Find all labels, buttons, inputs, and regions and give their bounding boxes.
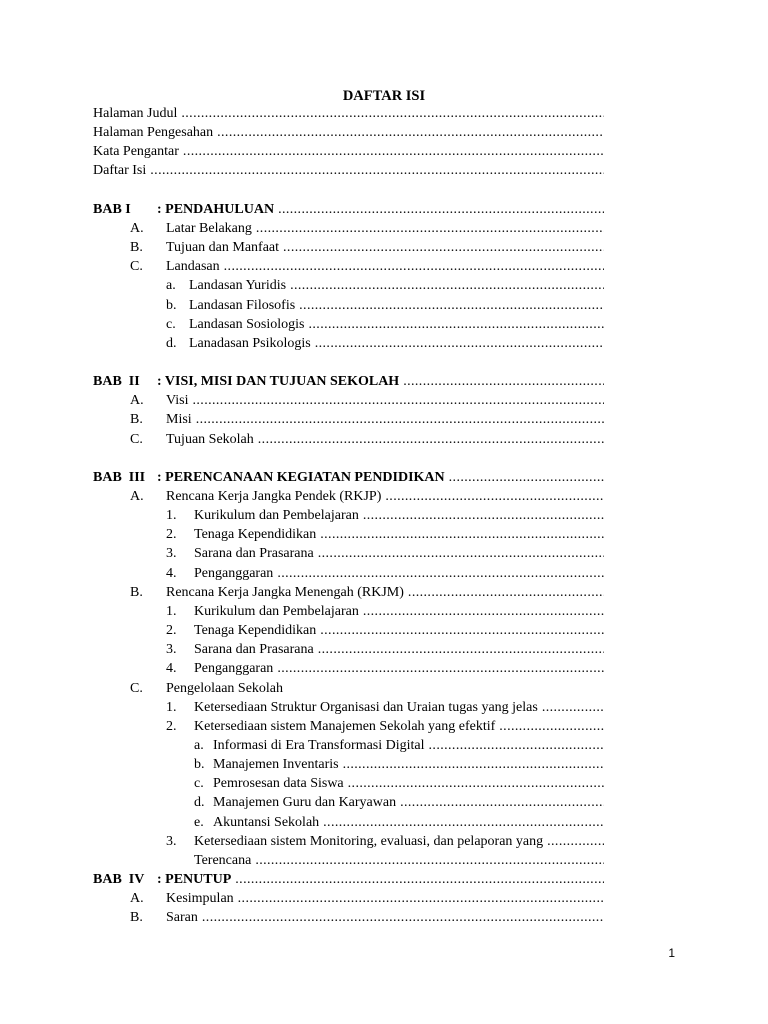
dot-leader (499, 717, 604, 736)
dot-leader (258, 430, 604, 449)
toc-entry-marker: 4. (166, 661, 177, 677)
toc-entry-label: Penganggaran (194, 661, 274, 677)
dot-leader (299, 296, 604, 315)
toc-entry-label: Tujuan Sekolah (166, 431, 254, 447)
toc-entry-label: Latar Belakang (166, 220, 252, 236)
toc-entry-row (166, 621, 604, 640)
dot-leader (238, 889, 604, 908)
toc-entry-marker: BAB I (93, 201, 131, 217)
toc-entry-marker: d. (194, 795, 205, 811)
dot-leader (400, 793, 604, 812)
toc-entry-row (93, 161, 604, 180)
toc-entry-label: Landasan Sosiologis (189, 316, 305, 332)
toc-entry-label: Rencana Kerja Jangka Menengah (RKJM) (166, 584, 404, 600)
toc-title-text: DAFTAR ISI (342, 88, 426, 104)
toc-entry-label: Kesimpulan (166, 891, 234, 907)
toc-entry-marker: B. (130, 240, 143, 256)
dot-leader (181, 104, 604, 123)
dot-leader (348, 774, 604, 793)
dot-leader (429, 736, 604, 755)
dot-leader (278, 200, 604, 219)
toc-entry-row (194, 793, 604, 812)
toc-entry-label: Kurikulum dan Pembelajaran (194, 508, 359, 524)
toc-chapter-row (93, 372, 604, 391)
toc-entry-row (166, 602, 604, 621)
toc-entry-label: Informasi di Era Transformasi Digital (213, 737, 425, 753)
toc-entry-label: Rencana Kerja Jangka Pendek (RKJP) (166, 489, 382, 504)
dot-leader (235, 870, 604, 889)
toc-entry-marker: b. (194, 757, 205, 773)
toc-entry-label: Pengelolaan Sekolah (166, 680, 284, 696)
dot-leader (202, 908, 604, 927)
dot-leader (256, 219, 604, 238)
toc-entry-row (166, 315, 604, 334)
toc-entry-label: Sarana dan Prasarana (194, 546, 314, 562)
dot-leader (183, 142, 604, 161)
toc-entry-marker: BAB IV (93, 872, 145, 887)
toc-entry-label: : PENUTUP (157, 872, 232, 887)
toc-entry-marker: A. (130, 489, 144, 504)
toc-entry-label: : PERENCANAAN KEGIATAN PENDIDIKAN (157, 469, 445, 485)
toc-entry-row (130, 238, 604, 257)
toc-entry-marker: B. (130, 412, 143, 428)
toc-entry-marker: 2. (166, 623, 177, 639)
toc-entry-marker: BAB II (93, 374, 140, 390)
dot-leader (408, 583, 604, 602)
toc-entry-marker: B. (130, 910, 143, 926)
toc-chapter-row (93, 200, 604, 219)
dot-leader (193, 391, 605, 410)
toc-entry-marker: A. (130, 891, 144, 907)
toc-entry-row (130, 908, 604, 927)
toc-entry-marker: 3. (166, 833, 177, 849)
toc-entry-row (166, 659, 604, 678)
toc-entry-label: Ketersediaan sistem Manajemen Sekolah yang efektif (194, 718, 496, 734)
dot-leader (224, 257, 604, 276)
dot-leader (385, 487, 604, 506)
toc-entry-marker: 1. (166, 603, 177, 619)
toc-entry-row (194, 813, 604, 832)
toc-entry-row (130, 583, 604, 602)
toc-entry-label: Visi (166, 393, 189, 409)
toc-entry-marker: A. (130, 220, 144, 236)
toc-entry-label: : PENDAHULUAN (157, 201, 275, 217)
toc-entry-marker: C. (130, 680, 143, 696)
toc-entry-marker: 1. (166, 508, 177, 524)
dot-leader (315, 334, 604, 353)
dot-leader (318, 640, 604, 659)
toc-entry-marker: c. (194, 776, 204, 792)
toc-chapter-row (93, 870, 604, 889)
toc-entry-row (130, 391, 604, 410)
toc-entry-marker: B. (130, 584, 143, 600)
toc-entry-row (166, 698, 604, 717)
toc-entry-row (130, 257, 604, 276)
toc-entry-label: Ketersediaan sistem Monitoring, evaluasi, dan pelaporan yang (194, 833, 544, 849)
dot-leader (403, 372, 604, 391)
toc-entry-marker: 4. (166, 565, 177, 581)
toc-entry-marker: e. (194, 814, 204, 830)
dot-leader (255, 851, 604, 870)
toc-entry-label: Pemrosesan data Siswa (213, 776, 344, 792)
dot-leader (343, 755, 604, 774)
dot-leader (217, 123, 604, 142)
toc-entry-marker: b. (166, 297, 177, 313)
toc-entry-label: Ketersediaan Struktur Organisasi dan Uraian tugas yang jelas (194, 699, 538, 715)
toc-entry-marker: a. (166, 278, 176, 294)
dot-leader (323, 813, 604, 832)
toc-entry-marker: A. (130, 393, 144, 409)
toc-entry-label: Kurikulum dan Pembelajaran (194, 603, 359, 619)
toc-entry-marker: C. (130, 431, 143, 447)
toc-entry-row (93, 123, 604, 142)
toc-entry-label: Terencana (194, 852, 252, 868)
toc-entry-row (194, 755, 604, 774)
toc-entry-row (166, 717, 604, 736)
toc-entry-row (130, 219, 604, 238)
toc-entry-row (194, 851, 604, 870)
dot-leader (363, 602, 604, 621)
toc-entry-marker: d. (166, 335, 177, 351)
toc-entry-marker: 3. (166, 642, 177, 658)
toc-entry-label: Tenaga Kependidikan (194, 623, 317, 639)
toc-entry-row (166, 276, 604, 295)
dot-leader (449, 468, 604, 487)
toc-entry-row (194, 736, 604, 755)
toc-entry-label: Kata Pengantar (93, 144, 179, 160)
toc-entry-marker: c. (166, 316, 176, 332)
toc-entry-label: Landasan (166, 259, 220, 275)
toc-entry-row (166, 564, 604, 583)
toc-entry-label: Lanadasan Psikologis (189, 335, 311, 351)
toc-entry-label: Halaman Judul (93, 106, 178, 121)
toc-entry-row (93, 104, 604, 123)
toc-entry-label: Sarana dan Prasarana (194, 642, 314, 658)
dot-leader (277, 659, 604, 678)
toc-entry-row (130, 889, 604, 908)
toc-entry-row (130, 410, 604, 429)
dot-leader (318, 544, 604, 563)
toc-entry-label: Misi (166, 412, 192, 428)
toc-entry-marker: C. (130, 259, 143, 275)
dot-leader (363, 506, 604, 525)
toc-entry-row (166, 544, 604, 563)
toc-entry-row (166, 296, 604, 315)
toc-entry-row (166, 334, 604, 353)
dot-leader (309, 315, 605, 334)
dot-leader (547, 832, 604, 851)
toc-entry-marker: 2. (166, 718, 177, 734)
toc-entry-label: Manajemen Guru dan Karyawan (213, 795, 397, 811)
toc-entry-label: Manajemen Inventaris (213, 757, 339, 773)
dot-leader (283, 238, 604, 257)
toc-entry-marker: 3. (166, 546, 177, 562)
dot-leader (290, 276, 604, 295)
toc-entry-label: Akuntansi Sekolah (213, 814, 320, 830)
toc-entry-row (194, 774, 604, 793)
toc-entry-marker: a. (194, 737, 204, 753)
toc-entry-label: Halaman Pengesahan (93, 125, 214, 141)
toc-entry-label: Penganggaran (194, 565, 274, 581)
toc-entry-row (130, 430, 604, 449)
toc-entry-marker: 1. (166, 699, 177, 715)
toc-entry-row (93, 142, 604, 161)
toc-entry-row (166, 506, 604, 525)
toc-entry-row (130, 679, 604, 698)
toc-entry-marker: 2. (166, 527, 177, 543)
page-number: 1 (668, 946, 675, 960)
dot-leader (150, 161, 604, 180)
toc-entry-row (166, 640, 604, 659)
toc-entry-label: Tenaga Kependidikan (194, 527, 317, 543)
dot-leader (320, 621, 604, 640)
toc-entry-label: Tujuan dan Manfaat (166, 240, 280, 256)
toc-entry-row (166, 525, 604, 544)
toc-entry-label: Saran (166, 910, 198, 926)
toc-entry-label: : VISI, MISI DAN TUJUAN SEKOLAH (157, 374, 400, 390)
toc-entry-label: Landasan Filosofis (189, 297, 296, 313)
dot-leader (277, 564, 604, 583)
dot-leader (196, 410, 604, 429)
dot-leader (542, 698, 604, 717)
toc-chapter-row (93, 468, 604, 487)
dot-leader (320, 525, 604, 544)
toc-entry-label: Landasan Yuridis (189, 278, 287, 294)
toc-entry-marker: BAB III (93, 469, 146, 485)
toc-entry-row (166, 832, 604, 851)
toc-entry-label: Daftar Isi (93, 163, 147, 179)
toc-entry-row (130, 487, 604, 506)
